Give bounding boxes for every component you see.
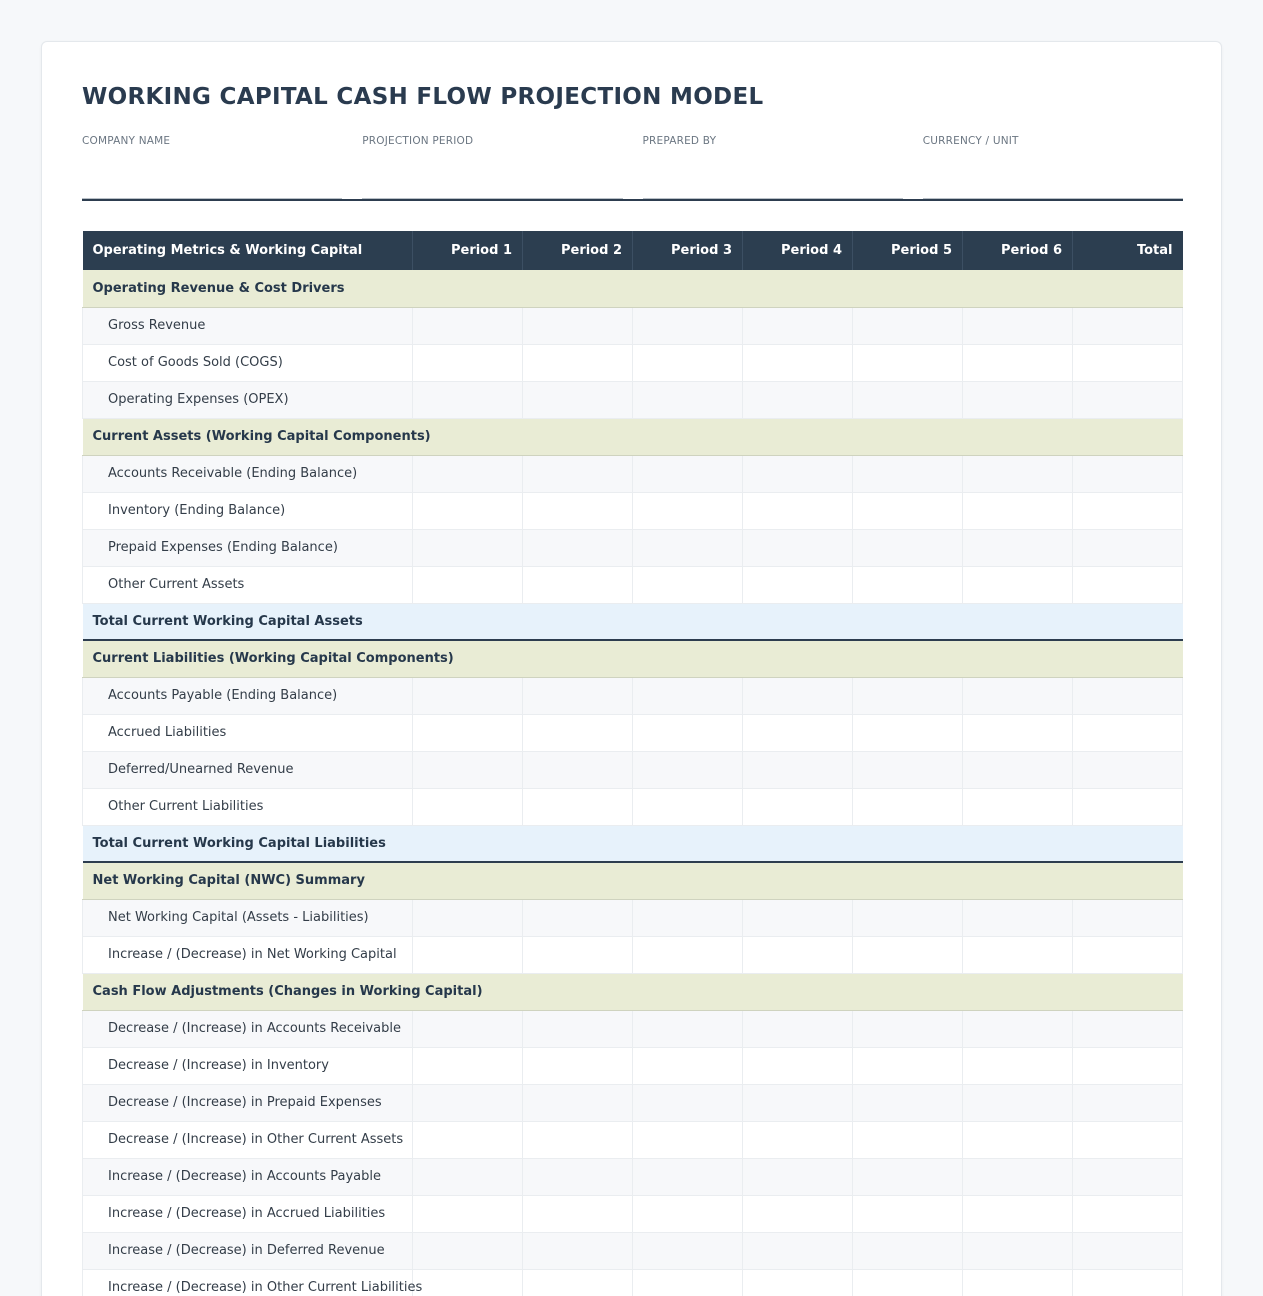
value-cell[interactable] <box>523 566 633 603</box>
value-cell[interactable] <box>743 1232 853 1269</box>
value-cell[interactable] <box>853 529 963 566</box>
value-cell[interactable] <box>413 307 523 344</box>
value-cell[interactable] <box>413 566 523 603</box>
worksheet-card <box>41 41 1222 1296</box>
value-cell[interactable] <box>633 788 743 825</box>
value-cell[interactable] <box>1073 1047 1183 1084</box>
column-header: Period 4 <box>743 231 853 270</box>
row-label: Decrease / (Increase) in Other Current Assets <box>83 1121 413 1158</box>
value-cell[interactable] <box>413 1084 523 1121</box>
section-label: Net Working Capital (NWC) Summary <box>83 862 1183 899</box>
value-cell[interactable] <box>853 899 963 936</box>
value-cell[interactable] <box>853 1010 963 1047</box>
section-header-row <box>83 418 1183 455</box>
value-cell[interactable] <box>743 1121 853 1158</box>
table-row <box>83 1010 1183 1047</box>
value-cell[interactable] <box>633 1084 743 1121</box>
value-cell[interactable] <box>413 455 523 492</box>
table-row <box>83 492 1183 529</box>
value-cell[interactable] <box>633 1121 743 1158</box>
value-cell[interactable] <box>633 455 743 492</box>
value-cell[interactable] <box>633 1195 743 1232</box>
projection-period-input[interactable] <box>362 171 622 199</box>
table-row <box>83 566 1183 603</box>
value-cell[interactable] <box>963 566 1073 603</box>
value-cell[interactable] <box>413 1010 523 1047</box>
value-cell[interactable] <box>523 1195 633 1232</box>
table-row <box>83 381 1183 418</box>
section-header-row <box>83 862 1183 899</box>
value-cell[interactable] <box>633 566 743 603</box>
value-cell[interactable] <box>963 788 1073 825</box>
value-cell[interactable] <box>523 1084 633 1121</box>
section-header-row <box>83 973 1183 1010</box>
meta-fields <box>82 135 1183 199</box>
value-cell[interactable] <box>853 566 963 603</box>
value-cell[interactable] <box>963 1158 1073 1195</box>
column-header: Period 5 <box>853 231 963 270</box>
table-row <box>83 936 1183 973</box>
value-cell[interactable] <box>743 1158 853 1195</box>
value-cell[interactable] <box>1073 1195 1183 1232</box>
value-cell[interactable] <box>1073 1232 1183 1269</box>
value-cell[interactable] <box>963 1121 1073 1158</box>
value-cell[interactable] <box>413 899 523 936</box>
value-cell[interactable] <box>413 788 523 825</box>
value-cell[interactable] <box>633 1158 743 1195</box>
currency-unit-input[interactable] <box>923 171 1183 199</box>
value-cell[interactable] <box>963 899 1073 936</box>
value-cell[interactable] <box>963 529 1073 566</box>
value-cell[interactable] <box>523 1121 633 1158</box>
row-label: Operating Expenses (OPEX) <box>83 381 413 418</box>
value-cell[interactable] <box>1073 455 1183 492</box>
value-cell[interactable] <box>523 899 633 936</box>
value-cell[interactable] <box>963 1010 1073 1047</box>
value-cell[interactable] <box>963 455 1073 492</box>
column-header: Total <box>1073 231 1183 270</box>
value-cell[interactable] <box>633 344 743 381</box>
value-cell[interactable] <box>413 1047 523 1084</box>
value-cell[interactable] <box>1073 492 1183 529</box>
section-label: Operating Revenue & Cost Drivers <box>83 270 1183 307</box>
table-row <box>83 751 1183 788</box>
projection-table <box>82 231 1183 1296</box>
table-row <box>83 529 1183 566</box>
value-cell[interactable] <box>963 1195 1073 1232</box>
value-cell[interactable] <box>963 492 1073 529</box>
value-cell[interactable] <box>743 899 853 936</box>
value-cell[interactable] <box>1073 899 1183 936</box>
section-label: Cash Flow Adjustments (Changes in Working Capital) <box>83 973 1183 1010</box>
value-cell[interactable] <box>743 788 853 825</box>
value-cell[interactable] <box>963 1269 1073 1296</box>
table-row <box>83 455 1183 492</box>
value-cell[interactable] <box>633 492 743 529</box>
value-cell[interactable] <box>633 751 743 788</box>
value-cell[interactable] <box>963 381 1073 418</box>
value-cell[interactable] <box>1073 677 1183 714</box>
company-name-input[interactable] <box>82 171 342 199</box>
total-row <box>83 825 1183 862</box>
value-cell[interactable] <box>743 455 853 492</box>
value-cell[interactable] <box>523 344 633 381</box>
row-label: Other Current Assets <box>83 566 413 603</box>
value-cell[interactable] <box>633 307 743 344</box>
value-cell[interactable] <box>963 307 1073 344</box>
header-label: Operating Metrics & Working Capital <box>83 231 413 270</box>
value-cell[interactable] <box>1073 566 1183 603</box>
row-label: Cost of Goods Sold (COGS) <box>83 344 413 381</box>
value-cell[interactable] <box>743 714 853 751</box>
value-cell[interactable] <box>633 714 743 751</box>
row-label: Accounts Receivable (Ending Balance) <box>83 455 413 492</box>
table-row <box>83 714 1183 751</box>
section-label: Current Liabilities (Working Capital Components) <box>83 640 1183 677</box>
page-title: WORKING CAPITAL CASH FLOW PROJECTION MODEL <box>82 84 764 110</box>
value-cell[interactable] <box>853 714 963 751</box>
value-cell[interactable] <box>743 566 853 603</box>
value-cell[interactable] <box>853 307 963 344</box>
row-label: Increase / (Decrease) in Accounts Payable <box>83 1158 413 1195</box>
company-name-label: COMPANY NAME <box>82 135 171 147</box>
value-cell[interactable] <box>963 936 1073 973</box>
row-label: Decrease / (Increase) in Prepaid Expenses <box>83 1084 413 1121</box>
row-label: Inventory (Ending Balance) <box>83 492 413 529</box>
value-cell[interactable] <box>743 751 853 788</box>
value-cell[interactable] <box>413 344 523 381</box>
value-cell[interactable] <box>523 455 633 492</box>
projection-period-label: PROJECTION PERIOD <box>362 135 474 147</box>
value-cell[interactable] <box>413 751 523 788</box>
row-label: Gross Revenue <box>83 307 413 344</box>
value-cell[interactable] <box>963 344 1073 381</box>
value-cell[interactable] <box>633 529 743 566</box>
value-cell[interactable] <box>853 1121 963 1158</box>
value-cell[interactable] <box>853 1047 963 1084</box>
row-label: Deferred/Unearned Revenue <box>83 751 413 788</box>
value-cell[interactable] <box>523 1158 633 1195</box>
value-cell[interactable] <box>743 307 853 344</box>
section-label: Current Assets (Working Capital Components) <box>83 418 1183 455</box>
value-cell[interactable] <box>853 1232 963 1269</box>
value-cell[interactable] <box>963 1084 1073 1121</box>
table-row <box>83 788 1183 825</box>
total-label: Total Current Working Capital Assets <box>83 603 1183 640</box>
row-label: Increase / (Decrease) in Deferred Revenue <box>83 1232 413 1269</box>
value-cell[interactable] <box>633 1269 743 1296</box>
section-header-row <box>83 270 1183 307</box>
value-cell[interactable] <box>1073 936 1183 973</box>
value-cell[interactable] <box>413 1158 523 1195</box>
value-cell[interactable] <box>523 1269 633 1296</box>
column-header: Period 3 <box>633 231 743 270</box>
table-row <box>83 899 1183 936</box>
value-cell[interactable] <box>523 381 633 418</box>
projection-period-field <box>362 135 622 199</box>
value-cell[interactable] <box>413 936 523 973</box>
prepared-by-label: PREPARED BY <box>642 135 717 147</box>
prepared-by-input[interactable] <box>643 171 903 199</box>
value-cell[interactable] <box>413 1121 523 1158</box>
value-cell[interactable] <box>413 529 523 566</box>
value-cell[interactable] <box>1073 344 1183 381</box>
row-label: Decrease / (Increase) in Accounts Receivable <box>83 1010 413 1047</box>
table-row <box>83 1232 1183 1269</box>
value-cell[interactable] <box>853 1269 963 1296</box>
value-cell[interactable] <box>633 936 743 973</box>
value-cell[interactable] <box>413 677 523 714</box>
value-cell[interactable] <box>743 1047 853 1084</box>
value-cell[interactable] <box>853 677 963 714</box>
value-cell[interactable] <box>963 714 1073 751</box>
value-cell[interactable] <box>523 788 633 825</box>
value-cell[interactable] <box>413 381 523 418</box>
row-label: Net Working Capital (Assets - Liabilities) <box>83 899 413 936</box>
value-cell[interactable] <box>1073 1084 1183 1121</box>
value-cell[interactable] <box>1073 751 1183 788</box>
value-cell[interactable] <box>413 1269 523 1296</box>
value-cell[interactable] <box>1073 1158 1183 1195</box>
table-row <box>83 344 1183 381</box>
value-cell[interactable] <box>523 714 633 751</box>
value-cell[interactable] <box>523 307 633 344</box>
value-cell[interactable] <box>963 1232 1073 1269</box>
currency-unit-field <box>923 135 1183 199</box>
table-row <box>83 677 1183 714</box>
value-cell[interactable] <box>523 529 633 566</box>
row-label: Accrued Liabilities <box>83 714 413 751</box>
value-cell[interactable] <box>853 381 963 418</box>
value-cell[interactable] <box>853 455 963 492</box>
value-cell[interactable] <box>413 1195 523 1232</box>
column-header: Period 1 <box>413 231 523 270</box>
value-cell[interactable] <box>743 529 853 566</box>
value-cell[interactable] <box>633 1010 743 1047</box>
table-row <box>83 1047 1183 1084</box>
value-cell[interactable] <box>633 899 743 936</box>
value-cell[interactable] <box>853 492 963 529</box>
value-cell[interactable] <box>743 1269 853 1296</box>
value-cell[interactable] <box>523 677 633 714</box>
row-label: Other Current Liabilities <box>83 788 413 825</box>
column-header: Period 2 <box>523 231 633 270</box>
value-cell[interactable] <box>1073 1269 1183 1296</box>
value-cell[interactable] <box>853 344 963 381</box>
value-cell[interactable] <box>413 1232 523 1269</box>
value-cell[interactable] <box>523 1010 633 1047</box>
value-cell[interactable] <box>743 381 853 418</box>
value-cell[interactable] <box>963 677 1073 714</box>
value-cell[interactable] <box>853 1084 963 1121</box>
company-name-field <box>82 135 342 199</box>
value-cell[interactable] <box>1073 529 1183 566</box>
value-cell[interactable] <box>523 1232 633 1269</box>
value-cell[interactable] <box>853 936 963 973</box>
total-label: Total Current Working Capital Liabilities <box>83 825 1183 862</box>
value-cell[interactable] <box>523 751 633 788</box>
value-cell[interactable] <box>413 714 523 751</box>
value-cell[interactable] <box>963 1047 1073 1084</box>
table-row <box>83 1158 1183 1195</box>
table-row <box>83 1269 1183 1296</box>
value-cell[interactable] <box>743 1195 853 1232</box>
value-cell[interactable] <box>523 936 633 973</box>
row-label: Increase / (Decrease) in Accrued Liabilities <box>83 1195 413 1232</box>
header-divider <box>82 199 1183 201</box>
value-cell[interactable] <box>633 1047 743 1084</box>
table-row <box>83 1084 1183 1121</box>
table-row <box>83 1121 1183 1158</box>
row-label: Increase / (Decrease) in Net Working Capital <box>83 936 413 973</box>
value-cell[interactable] <box>853 1158 963 1195</box>
total-row <box>83 603 1183 640</box>
value-cell[interactable] <box>743 492 853 529</box>
value-cell[interactable] <box>743 1084 853 1121</box>
value-cell[interactable] <box>523 492 633 529</box>
table-header-row <box>83 231 1183 270</box>
value-cell[interactable] <box>633 677 743 714</box>
value-cell[interactable] <box>1073 307 1183 344</box>
value-cell[interactable] <box>743 936 853 973</box>
section-header-row <box>83 640 1183 677</box>
value-cell[interactable] <box>1073 788 1183 825</box>
value-cell[interactable] <box>523 1047 633 1084</box>
row-label: Increase / (Decrease) in Other Current Liabilities <box>83 1269 413 1296</box>
row-label: Decrease / (Increase) in Inventory <box>83 1047 413 1084</box>
currency-unit-label: CURRENCY / UNIT <box>922 135 1019 147</box>
row-label: Prepaid Expenses (Ending Balance) <box>83 529 413 566</box>
value-cell[interactable] <box>1073 714 1183 751</box>
value-cell[interactable] <box>1073 1121 1183 1158</box>
value-cell[interactable] <box>743 1010 853 1047</box>
value-cell[interactable] <box>853 788 963 825</box>
table-body <box>83 270 1183 1296</box>
table-row <box>83 307 1183 344</box>
value-cell[interactable] <box>963 751 1073 788</box>
value-cell[interactable] <box>853 1195 963 1232</box>
value-cell[interactable] <box>413 492 523 529</box>
prepared-by-field <box>643 135 903 199</box>
value-cell[interactable] <box>633 381 743 418</box>
value-cell[interactable] <box>1073 381 1183 418</box>
value-cell[interactable] <box>743 677 853 714</box>
value-cell[interactable] <box>633 1232 743 1269</box>
value-cell[interactable] <box>743 344 853 381</box>
column-header: Period 6 <box>963 231 1073 270</box>
value-cell[interactable] <box>1073 1010 1183 1047</box>
row-label: Accounts Payable (Ending Balance) <box>83 677 413 714</box>
table-row <box>83 1195 1183 1232</box>
value-cell[interactable] <box>853 751 963 788</box>
